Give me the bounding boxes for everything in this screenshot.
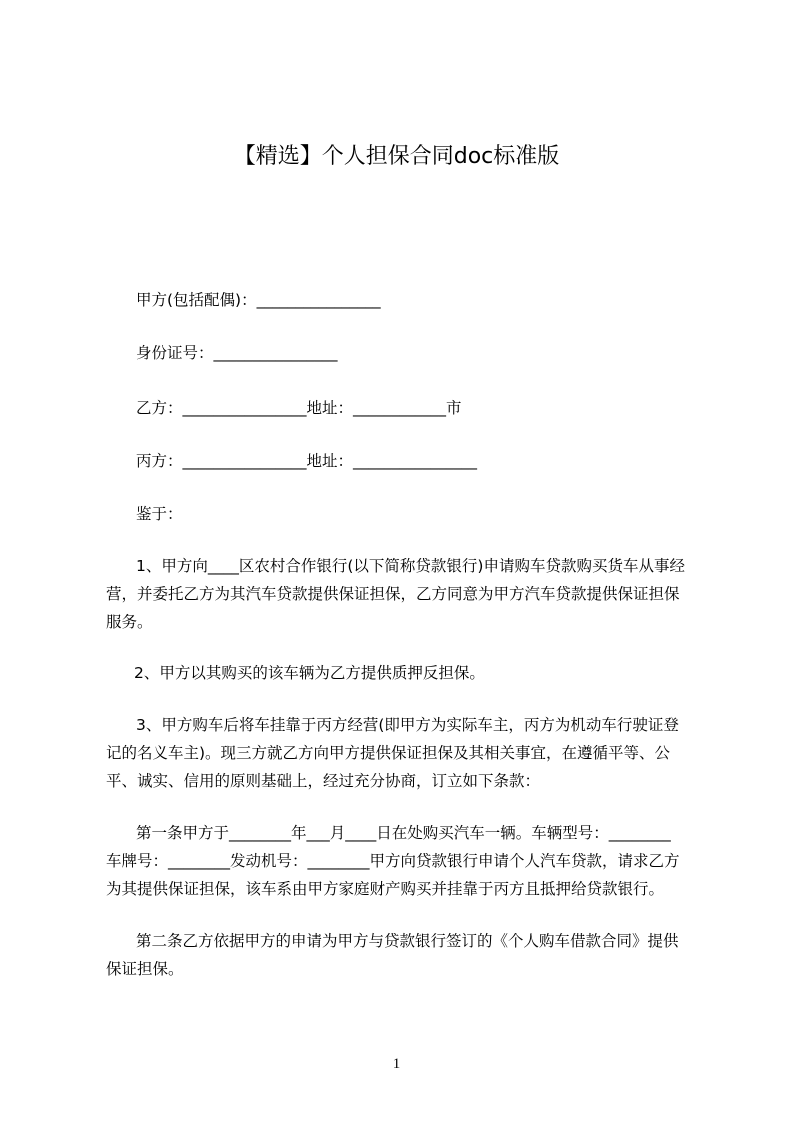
whereas-heading: 鉴于：	[136, 505, 183, 523]
paragraph-text: 营，并委托乙方为其汽车贷款提供保证担保，乙方同意为甲方汽车贷款提供保证担保	[106, 585, 680, 603]
article-one-text: 第一条甲方于________年___月____日在处购买汽车一辆。车辆型号：________	[136, 824, 671, 842]
paragraph-text: 1、甲方向____区农村合作银行(以下简称贷款银行)申请购车贷款购买货车从事经	[136, 557, 685, 575]
paragraph-text: 2、甲方以其购买的该车辆为乙方提供质押反担保。	[134, 664, 485, 682]
party-b-line: 乙方：________________地址：____________市	[136, 399, 462, 417]
paragraph-text: 服务。	[106, 613, 153, 631]
article-two-text: 第二条乙方依据甲方的申请为甲方与贷款银行签订的《个人购车借款合同》提供	[136, 932, 679, 950]
article-two-text: 保证担保。	[106, 960, 184, 978]
article-one-text: 为其提供保证担保，该车系由甲方家庭财产购买并挂靠于丙方且抵押给贷款银行。	[106, 880, 665, 898]
paragraph-text: 3、甲方购车后将车挂靠于丙方经营(即甲方为实际车主，丙方为机动车行驶证登	[136, 716, 679, 734]
document-title: 【精选】个人担保合同doc标准版	[233, 144, 560, 169]
party-c-line: 丙方：________________地址：________________	[136, 452, 478, 470]
paragraph-text: 记的名义车主)。现三方就乙方向甲方提供保证担保及其相关事宜，在遵循平等、公	[106, 744, 671, 762]
page-number: 1	[392, 1056, 401, 1072]
paragraph-text: 平、诚实、信用的原则基础上，经过充分协商，订立如下条款：	[106, 772, 541, 790]
party-a-line: 甲方(包括配偶)：________________	[136, 291, 381, 309]
id-number-line: 身份证号：________________	[136, 344, 338, 362]
article-one-text: 车牌号：________发动机号：________甲方向贷款银行申请个人汽车贷款，请求乙方	[106, 852, 680, 870]
